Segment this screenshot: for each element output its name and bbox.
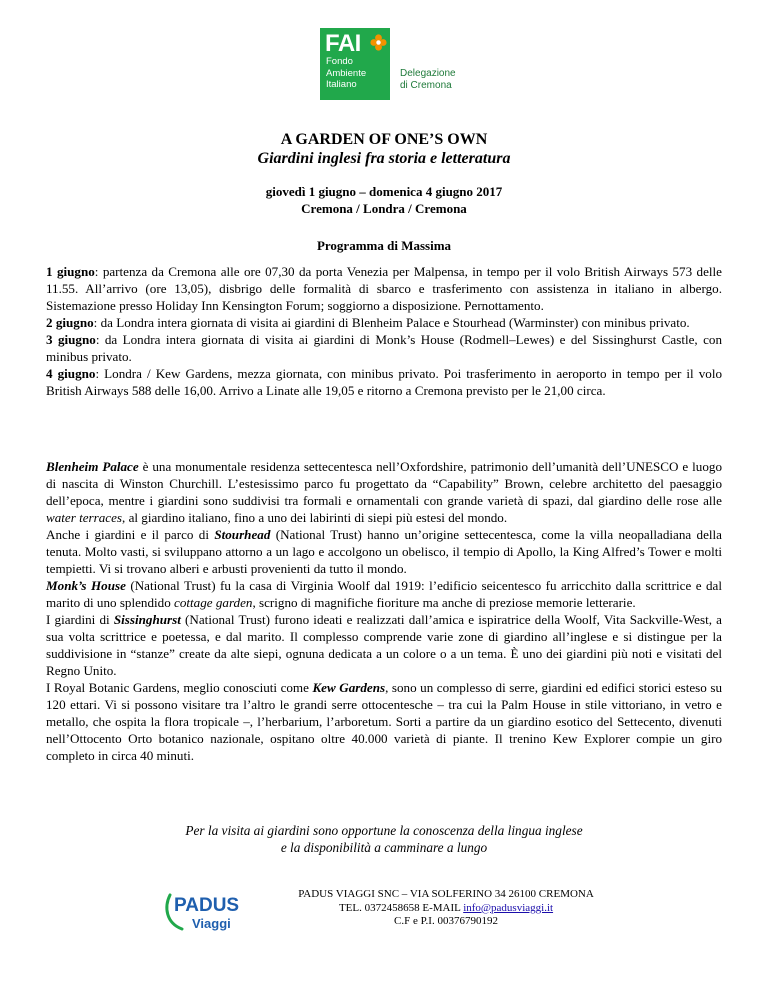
trip-dates: giovedì 1 giugno – domenica 4 giugno 2017 [265,184,503,199]
description-blenheim [46,458,722,526]
itinerary-day [46,314,722,331]
fai-logo-brand: FAI [325,30,361,57]
company-address: PADUS VIAGGI SNC – VIA SOLFERINO 34 26100 CREMONA [298,888,594,900]
description-text: (National Trust) hanno un’origine settecentesca, come la villa neopalladiana della tenuta. Molto vasti, si sviluppano attorno a un lago e accolgono un obelisco, il tempio di Apollo, la King Alfred’s Tower e molti tempietti. Vi si trovano alberi e arbusti provenienti da tutto il mondo. [46,527,722,576]
description-text: , sono un complesso di serre, giardini ed edifici storici esteso su 120 ettari. Vi si possono visitare tra l’altro le grandi serre ottocentesche – tra cui la Palm House in stile vittoriano, in vetro e metallo, che ospita la flora tropicale –, l’herbarium, l’arboretum. Sorti a partire da un giardino esotico del Settecento, divenuti nell’Ottocento Orto botanico nazionale, ospitano oltre 40.000 varietà di piante. Il trenino Kew Explorer compie un giro completo in circa 40 minuti. [46,680,722,763]
description-kew [46,679,722,764]
description-text: I giardini di [46,612,114,627]
fai-delegation-line: di Cremona [400,80,452,91]
flower-icon [370,34,387,51]
description-emphasis: cottage garden [174,595,253,610]
program-heading: Programma di Massima [316,238,452,253]
padus-logo-bottom: Viaggi [192,916,231,931]
garden-name: Blenheim Palace [46,459,139,474]
trip-route: Cremona / Londra / Cremona [301,201,467,216]
contact-info [266,888,626,929]
itinerary-day-text: : da Londra intera giornata di visita ai giardini di Blenheim Palace e Stourhead (Warminster) con minibus privato. [93,315,690,330]
description-text: I Royal Botanic Gardens, meglio conosciuti come [46,680,313,695]
itinerary-day-text: : da Londra intera giornata di visita ai giardini di Monk’s House (Rodmell–Lewes) e del Sissinghurst Castle, con minibus privato. [46,332,722,364]
itinerary-day [46,331,722,365]
description-text: , al giardino italiano, fino a uno dei labirinti di siepi più estesi del mondo. [122,510,508,525]
visit-note-line: Per la visita ai giardini sono opportune la conoscenza della lingua inglese [185,823,583,838]
fai-logo-line: Fondo [326,56,353,67]
itinerary-day [46,365,722,399]
description-text: (National Trust) furono ideati e realizzati dall’amica e ispiratrice della Woolf, Vita Sackville-West, a sua volta scrittrice e poetessa, e dal marito. Il complesso comprende varie zone di giardino all’inglese e si distingue per la suddivisione in “stanze” create da alte siepi, ognuna dedicata a un colore o a un tema. È uno dei giardini più noti e visitati del Regno Unito. [46,612,722,678]
phone-text: TEL. 0372458658 E-MAIL [338,901,464,914]
description-stourhead [46,526,722,577]
garden-descriptions [46,458,722,764]
description-text: Anche i giardini e il parco di [46,527,215,542]
visit-note-line: e la disponibilità a camminare a lungo [280,840,488,855]
description-text: , scrigno di magnifiche fioriture ma anche di preziose memorie letterarie. [252,595,636,610]
itinerary [46,263,722,399]
garden-name: Sissinghurst [113,612,181,627]
itinerary-day [46,263,722,314]
description-text: è una monumentale residenza settecentesca nell’Oxfordshire, patrimonio dell’umanità dell’UNESCO e luogo di nascita di Winston Churchill. L’estesissimo parco fu progettato da “Capability” Brown, celebre architetto del paesaggio dell’epoca, mentre i giardini sono suddivisi tra formali e ornamentali con grande varietà di spazi, dal giardino delle rose alle [46,459,722,508]
garden-name: Monk’s House [46,578,126,593]
description-text: (National Trust) fu la casa di Virginia Woolf dal 1919: l’edificio seicentesco fu arricchito dalla scrittrice e dal marito di uno splendido [46,578,723,610]
company-tax-id: C.F e P.I. 00376790192 [394,915,498,927]
garden-name: Stourhead [214,527,271,542]
itinerary-day-text: : partenza da Cremona alle ore 07,30 da porta Venezia per Malpensa, in tempo per il volo British Airways 573 delle 11.55. All’arrivo (ore 13,05), disbrigo delle formalità di sbarco e trasferimento con assistenza in italiano in albergo. Sistemazione presso Holiday Inn Kensington Forum; soggiorno a disposizione. Pernottamento. [46,264,722,313]
fai-logo-line: Italiano [326,79,357,90]
fai-logo-line: Ambiente [326,67,367,79]
email-link[interactable]: info@padusviaggi.it [463,901,554,914]
itinerary-day-label: 3 giugno [46,332,96,347]
garden-name: Kew Gardens [312,680,386,695]
company-phone-email [266,902,626,916]
itinerary-day-label: 1 giugno [46,264,95,279]
description-sissinghurst [46,611,722,679]
description-emphasis: water terraces [46,510,123,525]
document-subtitle: Giardini inglesi fra storia e letteratura [257,150,511,167]
fai-logo-green-block [320,28,390,100]
padus-viaggi-logo [162,885,242,933]
visit-note [0,822,768,856]
itinerary-day-label: 2 giugno [46,315,94,330]
itinerary-day-label: 4 giugno [46,366,96,381]
itinerary-day-text: : Londra / Kew Gardens, mezza giornata, con minibus privato. Poi trasferimento in aeroporto in tempo per il volo British Airways 588 delle 16,00. Arrivo a Linate alle 19,05 e ritorno a Cremona previsto per le 21,00 circa. [46,366,722,398]
description-monks-house [46,577,722,611]
document-title: A GARDEN OF ONE’S OWN [280,131,488,148]
fai-logo [320,28,462,100]
fai-delegation [400,68,456,92]
padus-logo-top: PADUS [174,895,240,916]
fai-logo-name [326,56,366,91]
fai-delegation-line: Delegazione [400,68,456,79]
